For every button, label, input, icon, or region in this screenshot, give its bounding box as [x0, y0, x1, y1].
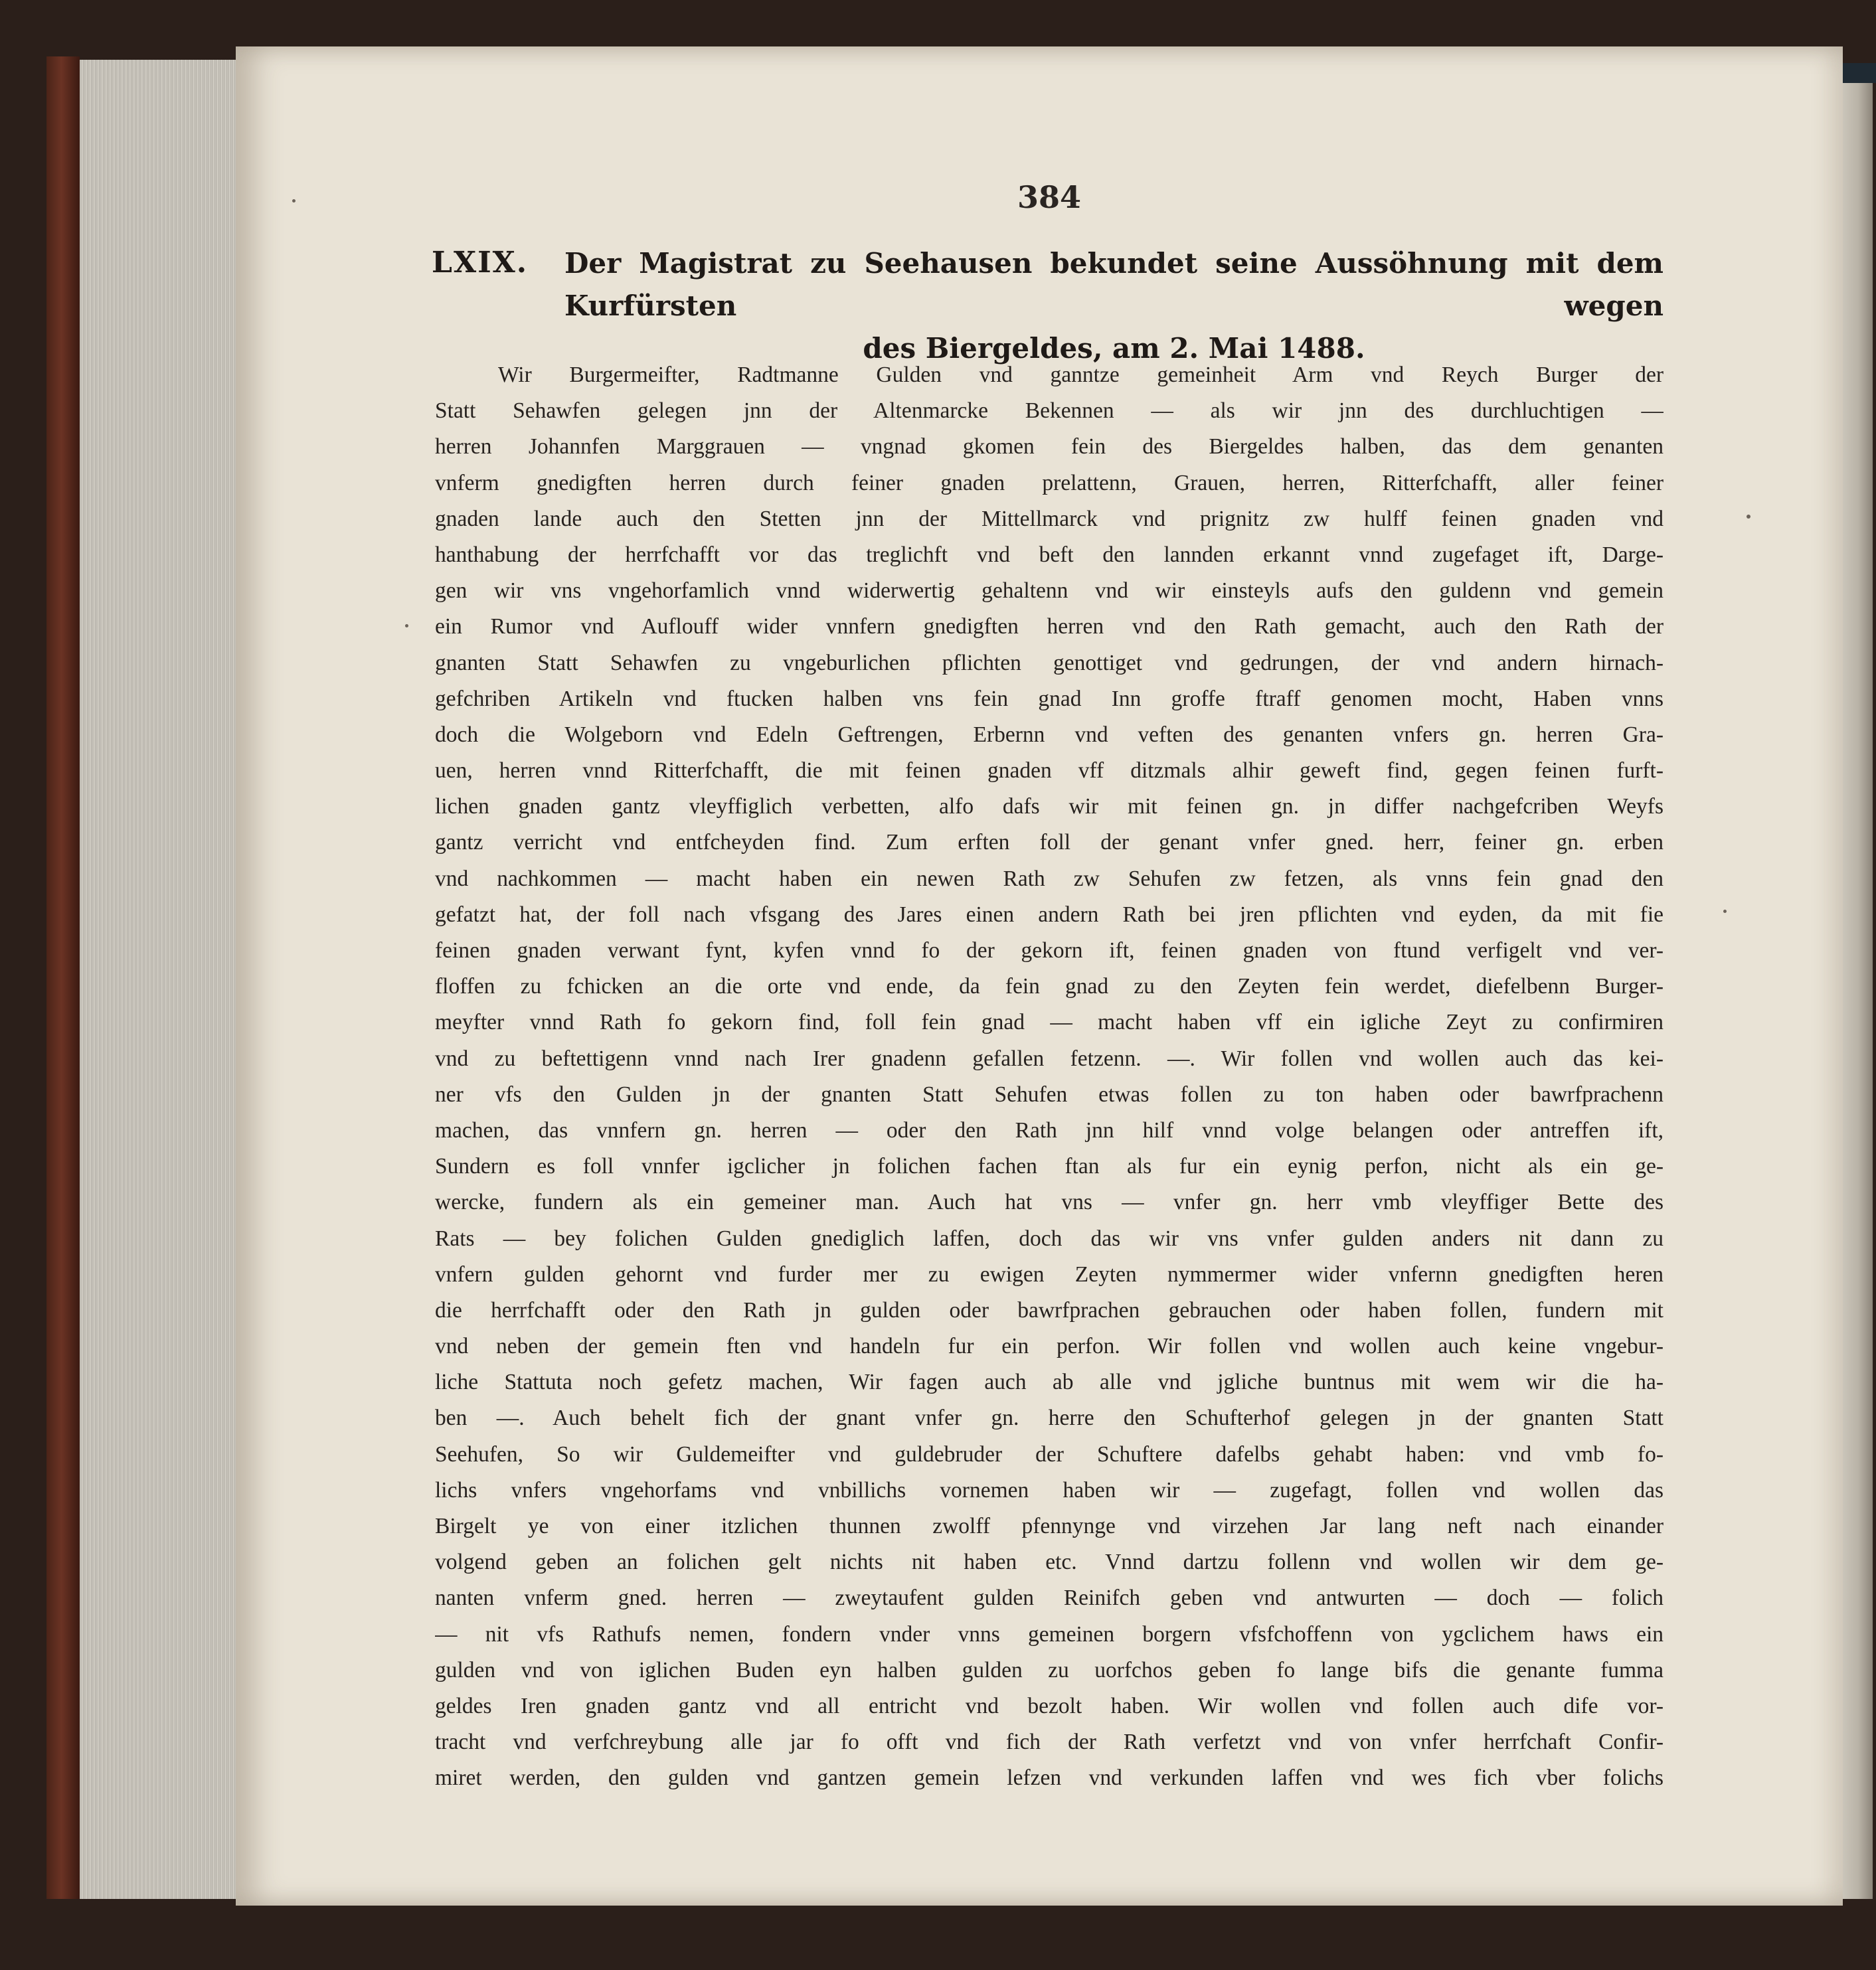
body-line: liche Stattuta noch gefetz machen, Wir fagen auch ab alle vnd jgliche buntnus mit wem wir die ha- [435, 1370, 1663, 1395]
body-line: vnfern gulden gehornt vnd furder mer zu ewigen Zeyten nymmermer wider vnfernn gnedigften heren [435, 1262, 1663, 1287]
page-number: 384 [1017, 179, 1082, 215]
body-line: meyfter vnnd Rath fo gekorn find, foll fein gnad — macht haben vff ein igliche Zeyt zu confirmiren [435, 1010, 1663, 1035]
body-line: gantz verricht vnd entfcheyden find. Zum erften foll der genant vnfer gned. herr, feiner gn. erben [435, 830, 1663, 855]
paper-speck [1723, 910, 1727, 913]
body-line: geldes Iren gnaden gantz vnd all entricht vnd bezolt haben. Wir wollen vnd follen auch dife vor- [435, 1693, 1663, 1718]
body-line: floffen zu fchicken an die orte vnd ende, da fein gnad zu den Zeyten fein werdet, diefelbenn Burger- [435, 974, 1663, 999]
body-line: gnaden lande auch den Stetten jnn der Mittellmarck vnd prignitz zw hulff feinen gnaden vnd [435, 506, 1663, 531]
body-line: gulden vnd von iglichen Buden eyn halben gulden zu uorfchos geben fo lange bifs die genante fumma [435, 1657, 1663, 1683]
document-number: LXIX. [432, 246, 529, 280]
body-line: ben —. Auch behelt fich der gnant vnfer gn. herre den Schufterhof gelegen jn der gnanten Statt [435, 1406, 1663, 1431]
body-line: feinen gnaden verwant fynt, kyfen vnnd fo der gekorn ift, feinen gnaden von ftund verfigelt vnd ver- [435, 938, 1663, 963]
body-line: ein Rumor vnd Auflouff wider vnnfern gnedigften herren vnd den Rath gemacht, auch den Rath der [435, 614, 1663, 639]
left-book-binding [46, 56, 80, 1899]
body-line: gen wir vns vngehorfamlich vnnd widerwertig gehaltenn vnd wir einsteyls aufs den guldenn vnd gemein [435, 578, 1663, 604]
document-body [435, 357, 1663, 1797]
document-title [564, 242, 1663, 370]
body-line: lichs vnfers vngehorfams vnd vnbillichs vornemen haben wir — zugefagt, follen vnd wollen das [435, 1477, 1663, 1503]
body-line: ner vfs den Gulden jn der gnanten Statt Sehufen etwas follen zu ton haben oder bawrfprachenn [435, 1082, 1663, 1107]
paper-speck [405, 624, 408, 627]
body-line: herren Johannfen Marggrauen — vngnad gkomen fein des Biergeldes halben, das dem genanten [435, 434, 1663, 459]
body-line: machen, das vnnfern gn. herren — oder den Rath jnn hilf vnnd volge belangen oder antreffen ift, [435, 1117, 1663, 1143]
body-line: volgend geben an folichen gelt nichts nit haben etc. Vnnd dartzu follenn vnd wollen wir dem ge- [435, 1550, 1663, 1575]
body-line: miret werden, den gulden vnd gantzen gemein lefzen vnd verkunden laffen vnd wes fich vber folichs [435, 1765, 1663, 1791]
body-line: vnd neben der gemein ften vnd handeln fur ein perfon. Wir follen vnd wollen auch keine vngebur- [435, 1334, 1663, 1359]
body-line: Wir Burgermeifter, Radtmanne Gulden vnd ganntze gemeinheit Arm vnd Reych Burger der [498, 363, 1663, 387]
body-line: Rats — bey folichen Gulden gnediglich laffen, doch das wir vns vnfer gulden anders nit dann zu [435, 1226, 1663, 1251]
body-line: vnd zu beftettigenn vnnd nach Irer gnadenn gefallen fetzenn. —. Wir follen vnd wollen auch das kei- [435, 1046, 1663, 1071]
body-line: wercke, fundern als ein gemeiner man. Auch hat vns — vnfer gn. herr vmb vleyffiger Bette des [435, 1190, 1663, 1215]
body-line: doch die Wolgeborn vnd Edeln Geftrengen, Erbernn vnd veften des genanten vnfers gn. herren Gra- [435, 722, 1663, 747]
paper-speck [1747, 515, 1750, 519]
body-line: Sundern es foll vnnfer igclicher jn folichen fachen ftan als fur ein eynig perfon, nicht als ein ge- [435, 1154, 1663, 1179]
body-line: tracht vnd verfchreybung alle jar fo offt vnd fich der Rath verfetzt vnd von vnfer herrfchaft Confir- [435, 1730, 1663, 1755]
body-line: gefatzt hat, der foll nach vfsgang des Jares einen andern Rath bei jren pflichten vnd eyden, da mit fie [435, 902, 1663, 927]
body-line: Seehufen, So wir Guldemeifter vnd guldebruder der Schuftere dafelbs gehabt haben: vnd vmb fo- [435, 1441, 1663, 1467]
body-line: lichen gnaden gantz vleyffiglich verbetten, alfo dafs wir mit feinen gn. jn differ nachgefcriben Weyfs [435, 794, 1663, 819]
body-line: nanten vnferm gned. herren — zweytaufent gulden Reinifch geben vnd antwurten — doch — folich [435, 1586, 1663, 1611]
document-title-line-2: des Biergeldes, am 2. Mai 1488. [863, 332, 1365, 365]
body-line: vnd nachkommen — macht haben ein newen Rath zw Sehufen zw fetzen, als vnns fein gnad den [435, 866, 1663, 891]
body-line: Birgelt ye von einer itzlichen thunnen zwolff pfennynge vnd virzehen Jar lang neft nach einander [435, 1514, 1663, 1538]
body-line: hanthabung der herrfchafft vor das treglichft vnd beft den lannden erkannt vnnd zugefaget ift, Darge- [435, 542, 1663, 567]
body-line: Statt Sehawfen gelegen jnn der Altenmarcke Bekennen — als wir jnn des durchluchtigen — [435, 398, 1663, 424]
body-line: gnanten Statt Sehawfen zu vngeburlichen pflichten genottiget vnd gedrungen, der vnd andern hirnach- [435, 650, 1663, 675]
body-line: uen, herren vnnd Ritterfchafft, die mit feinen gnaden vff ditzmals alhir geweft find, gegen feinen furft- [435, 758, 1663, 783]
body-line: vnferm gnedigften herren durch feiner gnaden prelattenn, Grauen, herren, Ritterfchafft, aller feiner [435, 470, 1663, 495]
document-title-line-1: Der Magistrat zu Seehausen bekundet seine Aussöhnung mit dem Kurfürsten wegen [564, 247, 1663, 322]
page-edges-stack [80, 60, 239, 1899]
body-line: gefchriben Artikeln vnd ftucken halben vns fein gnad Inn groffe ftraff genomen mocht, Haben vnns [435, 686, 1663, 711]
body-line: die herrfchafft oder den Rath jn gulden oder bawrfprachen gebrauchen oder haben follen, fundern mit [435, 1297, 1663, 1323]
body-line: — nit vfs Rathufs nemen, fondern vnder vnns gemeinen borgern vfsfchoffenn von ygclichem haws ein [435, 1621, 1663, 1647]
paper-speck [292, 199, 296, 203]
